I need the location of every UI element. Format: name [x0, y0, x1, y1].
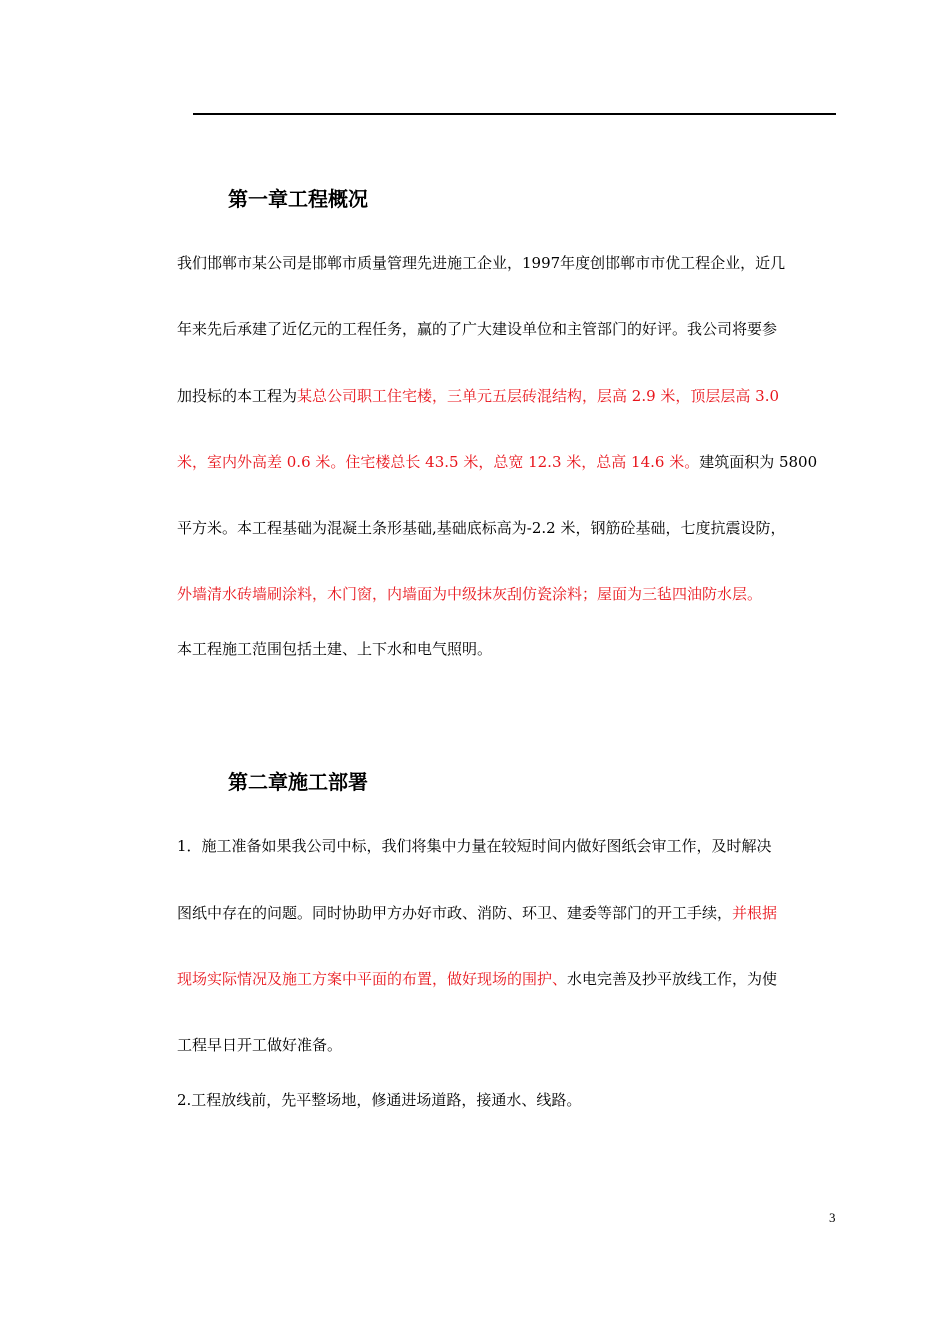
text-segment: 2.工程放线前，先平整场地，修通进场道路，接通水、线路。 — [177, 1091, 582, 1109]
chapter-2-line-4 — [177, 1035, 342, 1055]
chapter-2-line-3 — [177, 969, 777, 989]
highlighted-text: 某总公司职工住宅楼，三单元五层砖混结构，层高 2.9 米，顶层层高 3.0 — [297, 387, 780, 405]
page-number: 3 — [829, 1210, 836, 1225]
chapter-2-line-5 — [177, 1090, 581, 1110]
highlighted-text: 米，室内外高差 0.6 米。住宅楼总长 43.5 米，总宽 12.3 米，总高 14.6 米。 — [177, 453, 700, 471]
highlighted-text: 现场实际情况及施工方案中平面的布置，做好现场的围护、 — [177, 970, 568, 988]
chapter-1-line-5 — [177, 518, 785, 538]
highlighted-text: 外墙清水砖墙刷涂料，木门窗，内墙面为中级抹灰刮仿瓷涂料；屋面为三毡四油防水层。 — [177, 585, 763, 603]
chapter-1-title: 第一章工程概况 — [228, 187, 368, 211]
header-rule — [193, 113, 836, 115]
text-segment: 本工程施工范围包括土建、上下水和电气照明。 — [177, 640, 493, 658]
chapter-2-line-2 — [177, 903, 777, 923]
chapter-1-line-7 — [177, 639, 492, 659]
text-segment: 平方米。本工程基础为混凝土条形基础,基础底标高为-2.2 米，钢筋砼基础，七度抗震设防， — [177, 519, 786, 537]
chapter-2-title: 第二章施工部署 — [228, 770, 368, 794]
chapter-2-line-1 — [177, 836, 772, 856]
text-segment: 年来先后承建了近亿元的工程任务，赢的了广大建设单位和主管部门的好评。我公司将要参 — [177, 320, 778, 338]
text-segment: 水电完善及抄平放线工作，为使 — [567, 970, 778, 988]
chapter-1-line-4 — [177, 452, 817, 472]
text-segment: 图纸中存在的问题。同时协助甲方办好市政、消防、环卫、建委等部门的开工手续， — [177, 904, 733, 922]
chapter-1-line-6 — [177, 584, 762, 604]
text-segment: 我们邯郸市某公司是邯郸市质量管理先进施工企业，1997年度创邯郸市市优工程企业，近几 — [177, 254, 786, 272]
chapter-1-line-2 — [177, 319, 777, 339]
text-segment: 工程早日开工做好准备。 — [177, 1036, 343, 1054]
chapter-1-line-3 — [177, 386, 779, 406]
highlighted-text: 并根据 — [732, 904, 778, 922]
text-segment: 加投标的本工程为 — [177, 387, 298, 405]
chapter-1-line-1 — [177, 253, 785, 273]
text-segment: 1．施工准备如果我公司中标，我们将集中力量在较短时间内做好图纸会审工作，及时解决 — [177, 837, 772, 855]
text-segment: 建筑面积为 5800 — [699, 453, 818, 471]
